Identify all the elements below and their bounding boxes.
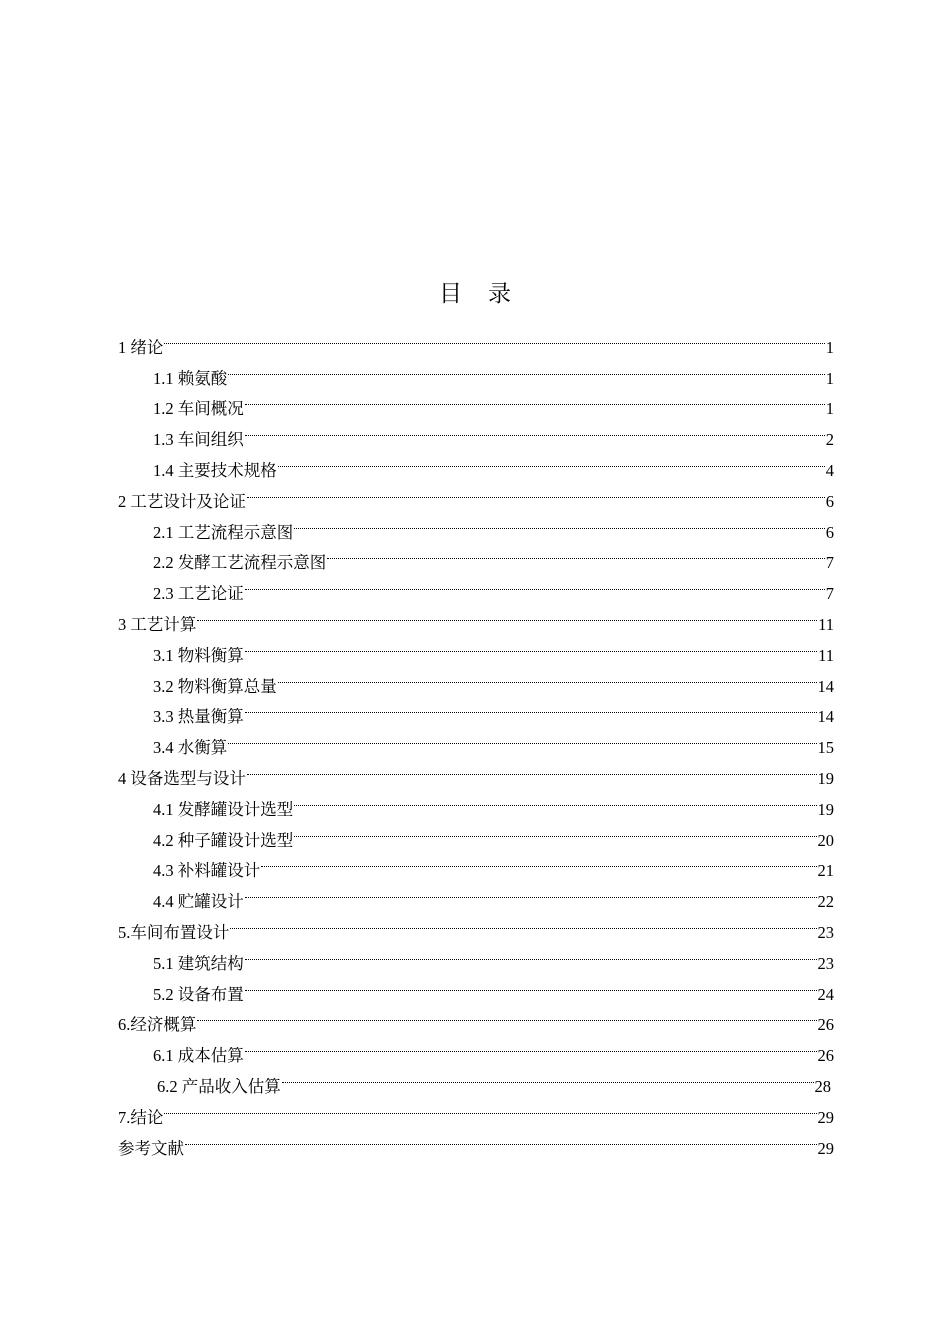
toc-entry-label: 4.3 补料罐设计	[153, 861, 261, 881]
toc-title-char-2: 录	[488, 281, 511, 307]
toc-entry-label: 5.车间布置设计	[118, 922, 230, 942]
dot-leader	[278, 445, 825, 476]
toc-entry-page-number: 6	[825, 491, 834, 511]
toc-entry-page-number: 11	[818, 645, 834, 665]
dot-leader	[327, 538, 825, 569]
dot-leader	[230, 907, 816, 938]
toc-entry-label: 7.结论	[118, 1107, 164, 1127]
dot-leader	[197, 599, 817, 630]
toc-entry-page-number: 11	[818, 614, 834, 634]
toc-entry-page-number: 7	[825, 553, 834, 573]
dot-leader	[197, 1000, 816, 1031]
toc-entry-label: 2.3 工艺论证	[153, 584, 244, 604]
dot-leader	[245, 876, 817, 907]
toc-chapter-entry[interactable]	[118, 322, 834, 357]
dot-leader	[245, 1030, 817, 1061]
toc-entry-label: 5.1 建筑结构	[153, 953, 244, 973]
dot-leader	[228, 722, 816, 753]
toc-entry-page-number: 14	[817, 676, 834, 696]
toc-entry-page-number: 24	[817, 984, 834, 1004]
toc-entry-label: 1.4 主要技术规格	[153, 460, 277, 480]
toc-entry-page-number: 7	[825, 584, 834, 604]
toc-entry-label: 3.3 热量衡算	[153, 707, 244, 727]
toc-entry-label: 1.1 赖氨酸	[153, 368, 228, 388]
dot-leader	[164, 322, 824, 353]
toc-entry-page-number: 29	[817, 1107, 834, 1127]
dot-leader	[282, 1061, 814, 1092]
toc-entry-label: 2.1 工艺流程示意图	[153, 522, 294, 542]
toc-entry-page-number: 23	[817, 953, 834, 973]
toc-entry-label: 6.经济概算	[118, 1015, 197, 1035]
toc-entry-label: 1.2 车间概况	[153, 399, 244, 419]
toc-section-entry[interactable]	[118, 630, 834, 665]
toc-entry-label: 6.1 成本估算	[153, 1046, 244, 1066]
toc-entry-page-number: 21	[817, 861, 834, 881]
toc-entry-page-number: 23	[817, 922, 834, 942]
toc-entry-page-number: 1	[825, 368, 834, 388]
toc-entry-page-number: 2	[825, 430, 834, 450]
toc-entry-page-number: 22	[817, 892, 834, 912]
toc-entry-page-number: 14	[817, 707, 834, 727]
toc-entry-label: 3.2 物料衡算总量	[153, 676, 277, 696]
toc-title-char-1: 目	[439, 281, 462, 307]
dot-leader	[294, 784, 816, 815]
dot-leader	[164, 1092, 816, 1123]
toc-entry-label: 2.2 发酵工艺流程示意图	[153, 553, 327, 573]
dot-leader	[278, 661, 817, 692]
toc-entry-page-number: 19	[817, 799, 834, 819]
toc-entry-page-number: 26	[817, 1046, 834, 1066]
toc-entry-page-number: 6	[825, 522, 834, 542]
toc-chapter-entry[interactable]	[118, 1123, 834, 1158]
dot-leader	[245, 568, 825, 599]
toc-entry-label: 4.4 贮罐设计	[153, 892, 244, 912]
dot-leader	[245, 969, 817, 1000]
dot-leader	[294, 507, 825, 538]
toc-entry-page-number: 15	[817, 738, 834, 758]
toc-chapter-entry[interactable]	[118, 1092, 834, 1127]
toc-section-entry[interactable]	[118, 353, 834, 388]
toc-entry-page-number: 26	[817, 1015, 834, 1035]
toc-entry-label: 3.1 物料衡算	[153, 645, 244, 665]
toc-section-entry[interactable]	[118, 1030, 834, 1066]
dot-leader	[245, 692, 817, 723]
toc-entry-label: 参考文献	[118, 1138, 184, 1158]
toc-chapter-entry[interactable]	[118, 599, 834, 634]
toc-entry-page-number: 20	[817, 830, 834, 850]
toc-entry-page-number: 1	[825, 399, 834, 419]
toc-entry-label: 4 设备选型与设计	[118, 768, 246, 788]
toc-chapter-entry[interactable]	[118, 1000, 834, 1035]
dot-leader	[245, 938, 817, 969]
toc-entry-page-number: 4	[825, 460, 834, 480]
toc-entry-label: 6.2 产品收入估算	[157, 1076, 281, 1096]
dot-leader	[247, 753, 817, 784]
dot-leader	[245, 414, 825, 445]
toc-entry-label: 4.1 发酵罐设计选型	[153, 799, 294, 819]
dot-leader	[245, 630, 817, 661]
table-of-contents	[118, 322, 834, 1158]
dot-leader	[294, 815, 816, 846]
dot-leader	[185, 1123, 817, 1154]
toc-entry-label: 1 绪论	[118, 337, 164, 357]
toc-entry-page-number: 19	[817, 768, 834, 788]
toc-title	[0, 276, 950, 312]
toc-entry-label: 5.2 设备布置	[153, 984, 244, 1004]
toc-entry-page-number: 29	[817, 1138, 834, 1158]
toc-entry-page-number: 28	[814, 1076, 831, 1096]
toc-entry-label: 3.4 水衡算	[153, 738, 228, 758]
dot-leader	[245, 384, 825, 415]
toc-entry-label: 3 工艺计算	[118, 614, 197, 634]
toc-entry-label: 2 工艺设计及论证	[118, 491, 246, 511]
toc-entry-label: 1.3 车间组织	[153, 430, 244, 450]
dot-leader	[228, 353, 825, 384]
dot-leader	[261, 846, 816, 877]
toc-entry-page-number: 1	[825, 337, 834, 357]
toc-entry-label: 4.2 种子罐设计选型	[153, 830, 294, 850]
dot-leader	[247, 476, 825, 507]
